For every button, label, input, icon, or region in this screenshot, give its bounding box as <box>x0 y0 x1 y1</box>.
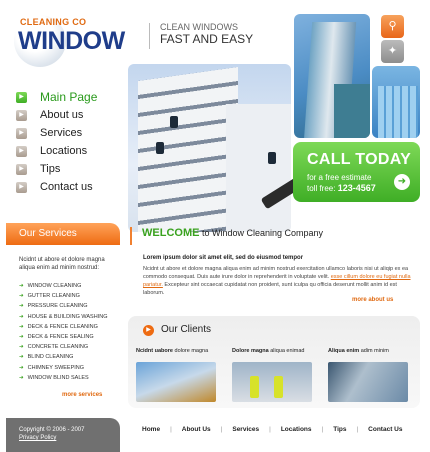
welcome-rest: to Window Cleaning Company <box>199 228 324 238</box>
arrow-right-icon: ➜ <box>19 293 24 300</box>
footer-separator: | <box>220 426 223 433</box>
nav-label: Locations <box>40 145 88 157</box>
play-circle-icon: ▶ <box>143 325 154 336</box>
services-intro: Ncidnt ut abore et dolore magna aliqua enim ad minim nostrud: <box>19 257 105 271</box>
client-caption <box>328 348 410 357</box>
client-photo <box>328 362 408 402</box>
welcome-heading <box>130 227 323 245</box>
nav-item-about-us[interactable] <box>16 106 126 124</box>
service-link[interactable] <box>19 291 107 301</box>
services-list <box>19 281 107 383</box>
footer-separator: | <box>321 426 324 433</box>
footer-separator: | <box>269 426 271 433</box>
call-today-phone-line <box>307 183 376 193</box>
window-cleaner-photo <box>372 66 420 138</box>
footer-separator: | <box>356 426 359 433</box>
footer-copyright-box <box>6 418 120 452</box>
nav-label: Contact us <box>40 181 93 193</box>
search-icon: ⚲ <box>388 20 397 32</box>
services-heading: Our Services <box>6 223 120 245</box>
play-bullet-icon: ▶ <box>16 92 27 103</box>
service-link[interactable] <box>19 322 107 332</box>
toll-free-label: toll free: <box>307 184 336 193</box>
client-photo <box>232 362 312 402</box>
call-today-banner[interactable] <box>293 142 420 202</box>
tagline-line-1: CLEAN WINDOWS <box>160 22 239 32</box>
client-card[interactable] <box>136 348 218 402</box>
welcome-paragraph <box>143 265 415 297</box>
service-label: CONCRETE CLEANING <box>27 344 89 351</box>
call-today-subtitle: for a free estimate <box>307 173 372 182</box>
logo-top-text: CLEANING CO <box>20 17 87 27</box>
service-label: WINDOW BLIND SALES <box>27 374 89 381</box>
main-nav <box>16 88 126 196</box>
welcome-inline-link[interactable]: esse cillum dolore eu fugiat nulla pariatur. <box>143 274 411 288</box>
arrow-right-icon: ➜ <box>19 283 24 289</box>
nav-item-tips[interactable] <box>16 160 126 178</box>
arrow-right-icon: ➜ <box>19 334 24 341</box>
logo[interactable] <box>14 15 134 57</box>
service-label: CHIMNEY SWEEPING <box>27 364 85 371</box>
tagline-line-2: FAST AND EASY <box>160 32 254 46</box>
welcome-bold: WELCOME <box>142 227 200 239</box>
service-label: BLIND CLEANING <box>27 354 74 361</box>
logo-main-text: WINDOW <box>18 27 125 55</box>
footer-link-services[interactable]: Services <box>232 426 260 433</box>
sitemap-button[interactable] <box>381 40 404 63</box>
welcome-subheading: Lorem ipsum dolor sit amet elit, sed do eiusmod tempor <box>143 255 304 261</box>
tagline <box>149 23 253 49</box>
nav-label: Tips <box>40 163 61 175</box>
client-card[interactable] <box>328 348 410 402</box>
nav-item-locations[interactable] <box>16 142 126 160</box>
play-bullet-icon: ▶ <box>16 164 27 175</box>
service-label: PRESSURE CLEANING <box>27 303 88 310</box>
arrow-circle-icon: ➜ <box>394 174 410 190</box>
service-link[interactable] <box>19 373 107 383</box>
more-about-us-link[interactable]: more about us <box>352 297 394 303</box>
play-bullet-icon: ▶ <box>16 182 27 193</box>
call-today-title: CALL TODAY <box>307 151 412 168</box>
client-caption-bold: Aliqua enim <box>328 348 360 354</box>
client-caption-bold: Dolore magna <box>232 348 269 354</box>
clients-title: Our Clients <box>161 324 212 335</box>
service-label: DECK & FENCE SEALING <box>27 334 94 341</box>
building-photo-top <box>294 14 370 138</box>
client-caption-rest: adim minim <box>359 348 389 354</box>
client-caption <box>232 348 314 357</box>
play-bullet-icon: ▶ <box>16 146 27 157</box>
service-label: DECK & FENCE CLEANING <box>27 323 98 330</box>
copyright-text: Copyright © 2006 - 2007 <box>19 427 85 433</box>
nav-label: Services <box>40 127 83 139</box>
client-caption-rest: aliqua enimad <box>268 348 305 354</box>
arrow-right-icon: ➜ <box>19 364 24 371</box>
arrow-right-icon: ➜ <box>19 354 24 361</box>
nav-item-main-page[interactable] <box>16 88 126 106</box>
service-link[interactable] <box>19 352 107 362</box>
phone-number: 123-4567 <box>337 183 376 193</box>
service-label: WINDOW CLEANING <box>27 283 82 289</box>
nav-label: Main Page <box>40 90 98 104</box>
service-link[interactable] <box>19 312 107 322</box>
footer-link-tips[interactable]: Tips <box>333 426 347 433</box>
sitemap-icon: ✦ <box>387 45 398 57</box>
arrow-right-icon: ➜ <box>19 303 24 310</box>
client-caption <box>136 348 218 357</box>
service-label: HOUSE & BUILDING WASHING <box>27 313 108 320</box>
more-services-link[interactable]: more services <box>62 392 103 398</box>
service-link[interactable] <box>19 332 107 342</box>
service-label: GUTTER CLEANING <box>27 293 80 300</box>
search-button[interactable] <box>381 15 404 38</box>
client-caption-rest: dolore magna <box>172 348 209 354</box>
nav-label: About us <box>40 109 84 121</box>
arrow-right-icon: ➜ <box>19 344 24 351</box>
welcome-text-2: Excepteur sint occaecat cupidatat non proident, sunt iculpa qu officia deserunt mollit anim id est laborum. <box>143 282 397 296</box>
footer-separator: | <box>170 426 172 433</box>
service-link[interactable] <box>19 342 107 352</box>
footer-link-contact-us[interactable]: Contact Us <box>368 426 403 433</box>
clients-panel <box>128 316 420 408</box>
arrow-right-icon: ➜ <box>19 313 24 320</box>
nav-item-services[interactable] <box>16 124 126 142</box>
footer-link-about-us[interactable]: About Us <box>181 426 211 433</box>
nav-item-contact-us[interactable] <box>16 178 126 196</box>
footer-link-locations[interactable]: Locations <box>280 426 312 433</box>
service-link[interactable] <box>19 363 107 373</box>
service-link[interactable] <box>19 301 107 311</box>
play-bullet-icon: ▶ <box>16 110 27 121</box>
welcome-text-1: Ncidnt ut abore et dolore magna aliqua enim ad minim nostrud exercitation ullamco laboris nisi ut aliqip ex ea commodo consequat. Duis aute irure dolor in reprehenderit in voluptate velit. <box>143 266 409 280</box>
footer-link-home[interactable]: Home <box>142 426 161 433</box>
client-photo <box>136 362 216 402</box>
arrow-right-icon: ➜ <box>19 323 24 330</box>
footer-nav <box>142 426 402 433</box>
privacy-policy-link[interactable]: Privacy Policy <box>19 435 57 441</box>
play-bullet-icon: ▶ <box>16 128 27 139</box>
service-link[interactable] <box>19 281 107 291</box>
client-card[interactable] <box>232 348 314 402</box>
client-caption-bold: Ncidnt uabore <box>136 348 173 354</box>
arrow-right-icon: ➜ <box>19 374 24 381</box>
